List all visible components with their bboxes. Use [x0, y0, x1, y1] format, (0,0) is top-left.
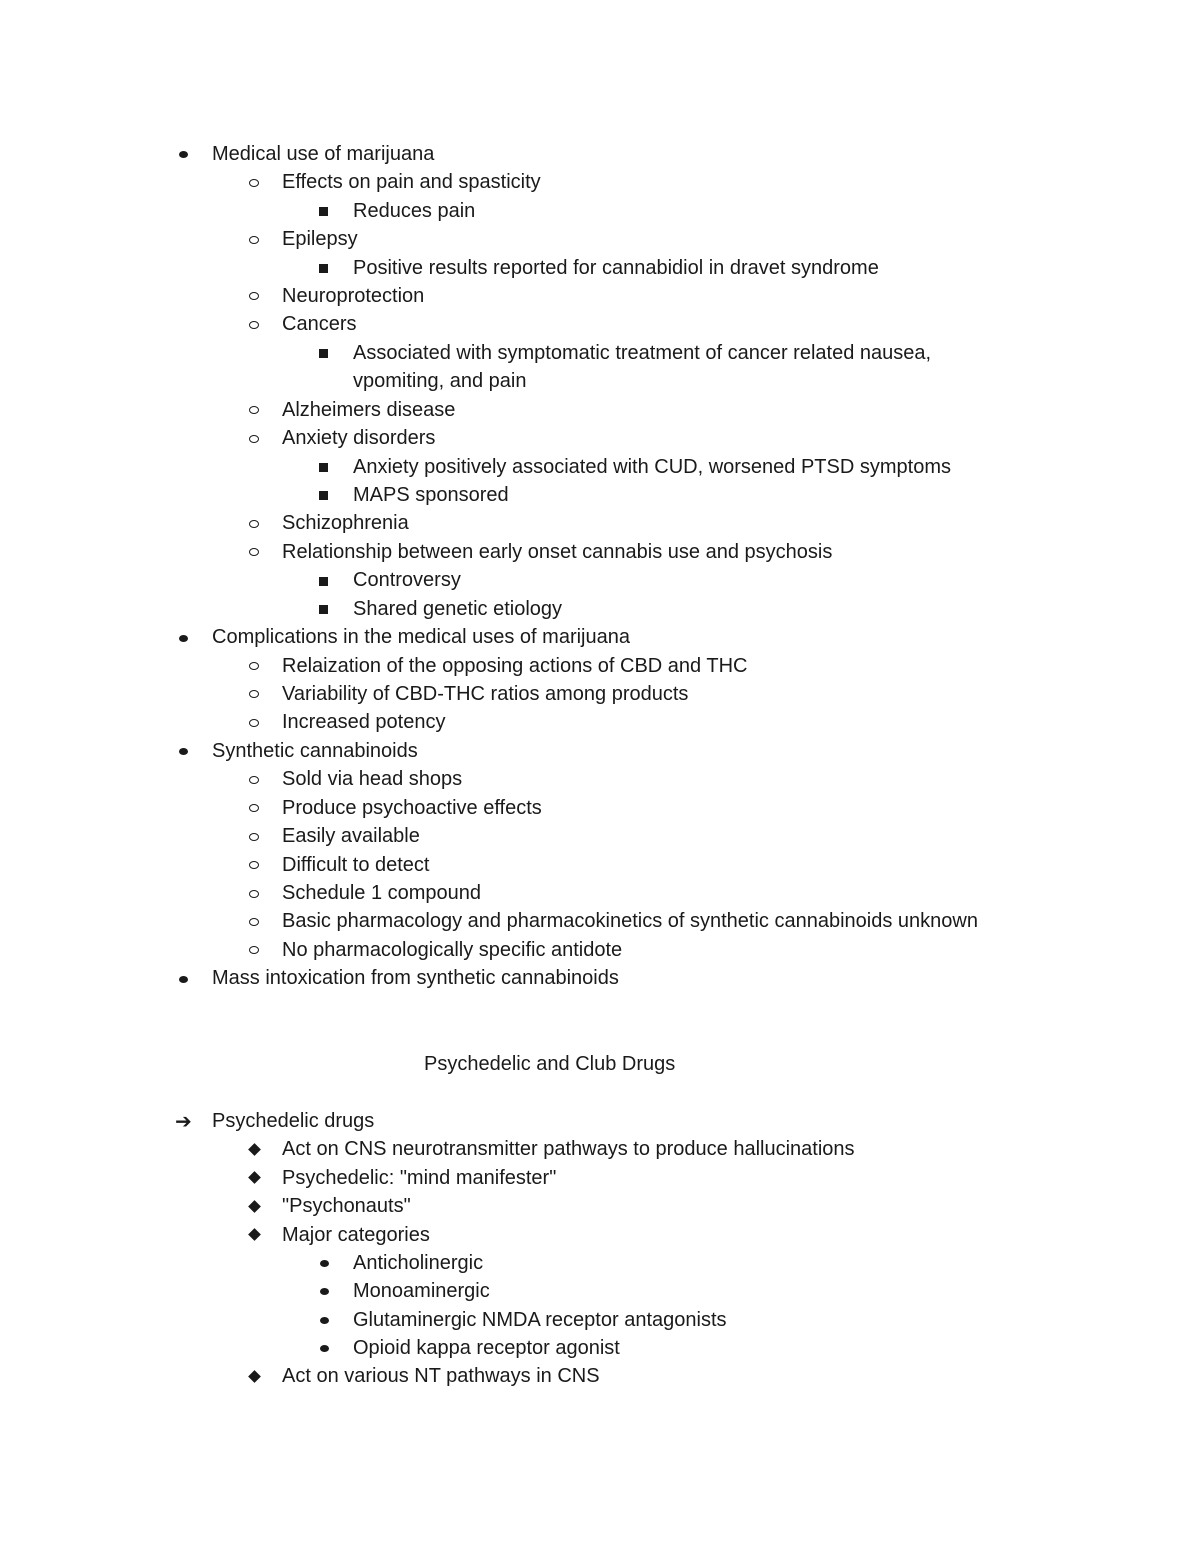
- bullet-diamond-icon: [248, 1370, 261, 1383]
- list-item: Schedule 1 compound: [282, 882, 482, 904]
- bullet-disc-icon: [179, 748, 188, 755]
- bullet-square-icon: [319, 577, 328, 586]
- list-item: Positive results reported for cannabidiol in dravet syndrome: [353, 257, 879, 279]
- bullet-circle-icon: [249, 804, 259, 812]
- list-item: Schizophrenia: [282, 512, 409, 534]
- bullet-circle-icon: [249, 179, 259, 187]
- list-item: Anxiety disorders: [282, 427, 436, 449]
- list-item: MAPS sponsored: [353, 484, 509, 506]
- bullet-circle-icon: [249, 776, 259, 784]
- list-item: Mass intoxication from synthetic cannabinoids: [212, 967, 619, 989]
- list-item: Psychedelic: "mind manifester": [282, 1167, 557, 1189]
- list-item: Associated with symptomatic treatment of cancer related nausea,: [353, 342, 932, 364]
- list-item: Glutaminergic NMDA receptor antagonists: [353, 1309, 727, 1331]
- bullet-circle-icon: [249, 719, 259, 727]
- list-item: Produce psychoactive effects: [282, 797, 542, 819]
- list-item: Monoaminergic: [353, 1280, 490, 1302]
- list-item: Controversy: [353, 569, 461, 591]
- list-item: Reduces pain: [353, 200, 476, 222]
- list-item: No pharmacologically specific antidote: [282, 939, 623, 961]
- list-item: Epilepsy: [282, 228, 358, 250]
- bullet-square-icon: [319, 605, 328, 614]
- list-item: Alzheimers disease: [282, 399, 456, 421]
- bullet-circle-icon: [249, 321, 259, 329]
- list-item: Complications in the medical uses of marijuana: [212, 626, 630, 648]
- bullet-circle-icon: [249, 520, 259, 528]
- list-item: "Psychonauts": [282, 1195, 411, 1217]
- bullet-disc-icon: [179, 635, 188, 642]
- list-item: Psychedelic drugs: [212, 1110, 375, 1132]
- bullet-diamond-icon: [248, 1143, 261, 1156]
- list-item: Opioid kappa receptor agonist: [353, 1337, 620, 1359]
- bullet-circle-icon: [249, 861, 259, 869]
- bullet-circle-icon: [249, 435, 259, 443]
- bullet-circle-icon: [249, 946, 259, 954]
- bullet-circle-icon: [249, 292, 259, 300]
- list-item: Shared genetic etiology: [353, 598, 563, 620]
- bullet-square-icon: [319, 264, 328, 273]
- bullet-disc-icon: [179, 151, 188, 158]
- list-item: Relaization of the opposing actions of CBD and THC: [282, 655, 748, 677]
- list-item: Synthetic cannabinoids: [212, 740, 418, 762]
- list-item: Medical use of marijuana: [212, 143, 435, 165]
- bullet-disc-icon: [320, 1288, 329, 1295]
- list-item: Act on various NT pathways in CNS: [282, 1365, 600, 1387]
- bullet-circle-icon: [249, 406, 259, 414]
- bullet-circle-icon: [249, 548, 259, 556]
- bullet-disc-icon: [320, 1317, 329, 1324]
- bullet-square-icon: [319, 491, 328, 500]
- bullet-disc-icon: [320, 1260, 329, 1267]
- bullet-circle-icon: [249, 918, 259, 926]
- bullet-square-icon: [319, 207, 328, 216]
- bullet-circle-icon: [249, 890, 259, 898]
- bullet-diamond-icon: [248, 1171, 261, 1184]
- bullet-diamond-icon: [248, 1200, 261, 1213]
- list-item: Relationship between early onset cannabis use and psychosis: [282, 541, 833, 563]
- list-item-continuation: vpomiting, and pain: [353, 370, 527, 392]
- bullet-disc-icon: [320, 1345, 329, 1352]
- bullet-circle-icon: [249, 833, 259, 841]
- arrow-right-icon: ➔: [175, 1109, 192, 1133]
- list-item: Effects on pain and spasticity: [282, 171, 541, 193]
- bullet-circle-icon: [249, 236, 259, 244]
- list-item: Anticholinergic: [353, 1252, 484, 1274]
- bullet-square-icon: [319, 349, 328, 358]
- bullet-square-icon: [319, 463, 328, 472]
- list-item: Anxiety positively associated with CUD, worsened PTSD symptoms: [353, 456, 951, 478]
- list-item: Sold via head shops: [282, 768, 463, 790]
- bullet-diamond-icon: [248, 1228, 261, 1241]
- section-heading: Psychedelic and Club Drugs: [424, 1053, 676, 1075]
- list-item: Basic pharmacology and pharmacokinetics of synthetic cannabinoids unknown: [282, 910, 978, 932]
- bullet-circle-icon: [249, 690, 259, 698]
- bullet-circle-icon: [249, 662, 259, 670]
- list-item: Difficult to detect: [282, 854, 430, 876]
- list-item: Neuroprotection: [282, 285, 425, 307]
- list-item: Act on CNS neurotransmitter pathways to produce hallucinations: [282, 1138, 855, 1160]
- list-item: Variability of CBD-THC ratios among products: [282, 683, 689, 705]
- list-item: Easily available: [282, 825, 420, 847]
- list-item: Cancers: [282, 313, 357, 335]
- list-item: Increased potency: [282, 711, 446, 733]
- bullet-disc-icon: [179, 976, 188, 983]
- list-item: Major categories: [282, 1224, 430, 1246]
